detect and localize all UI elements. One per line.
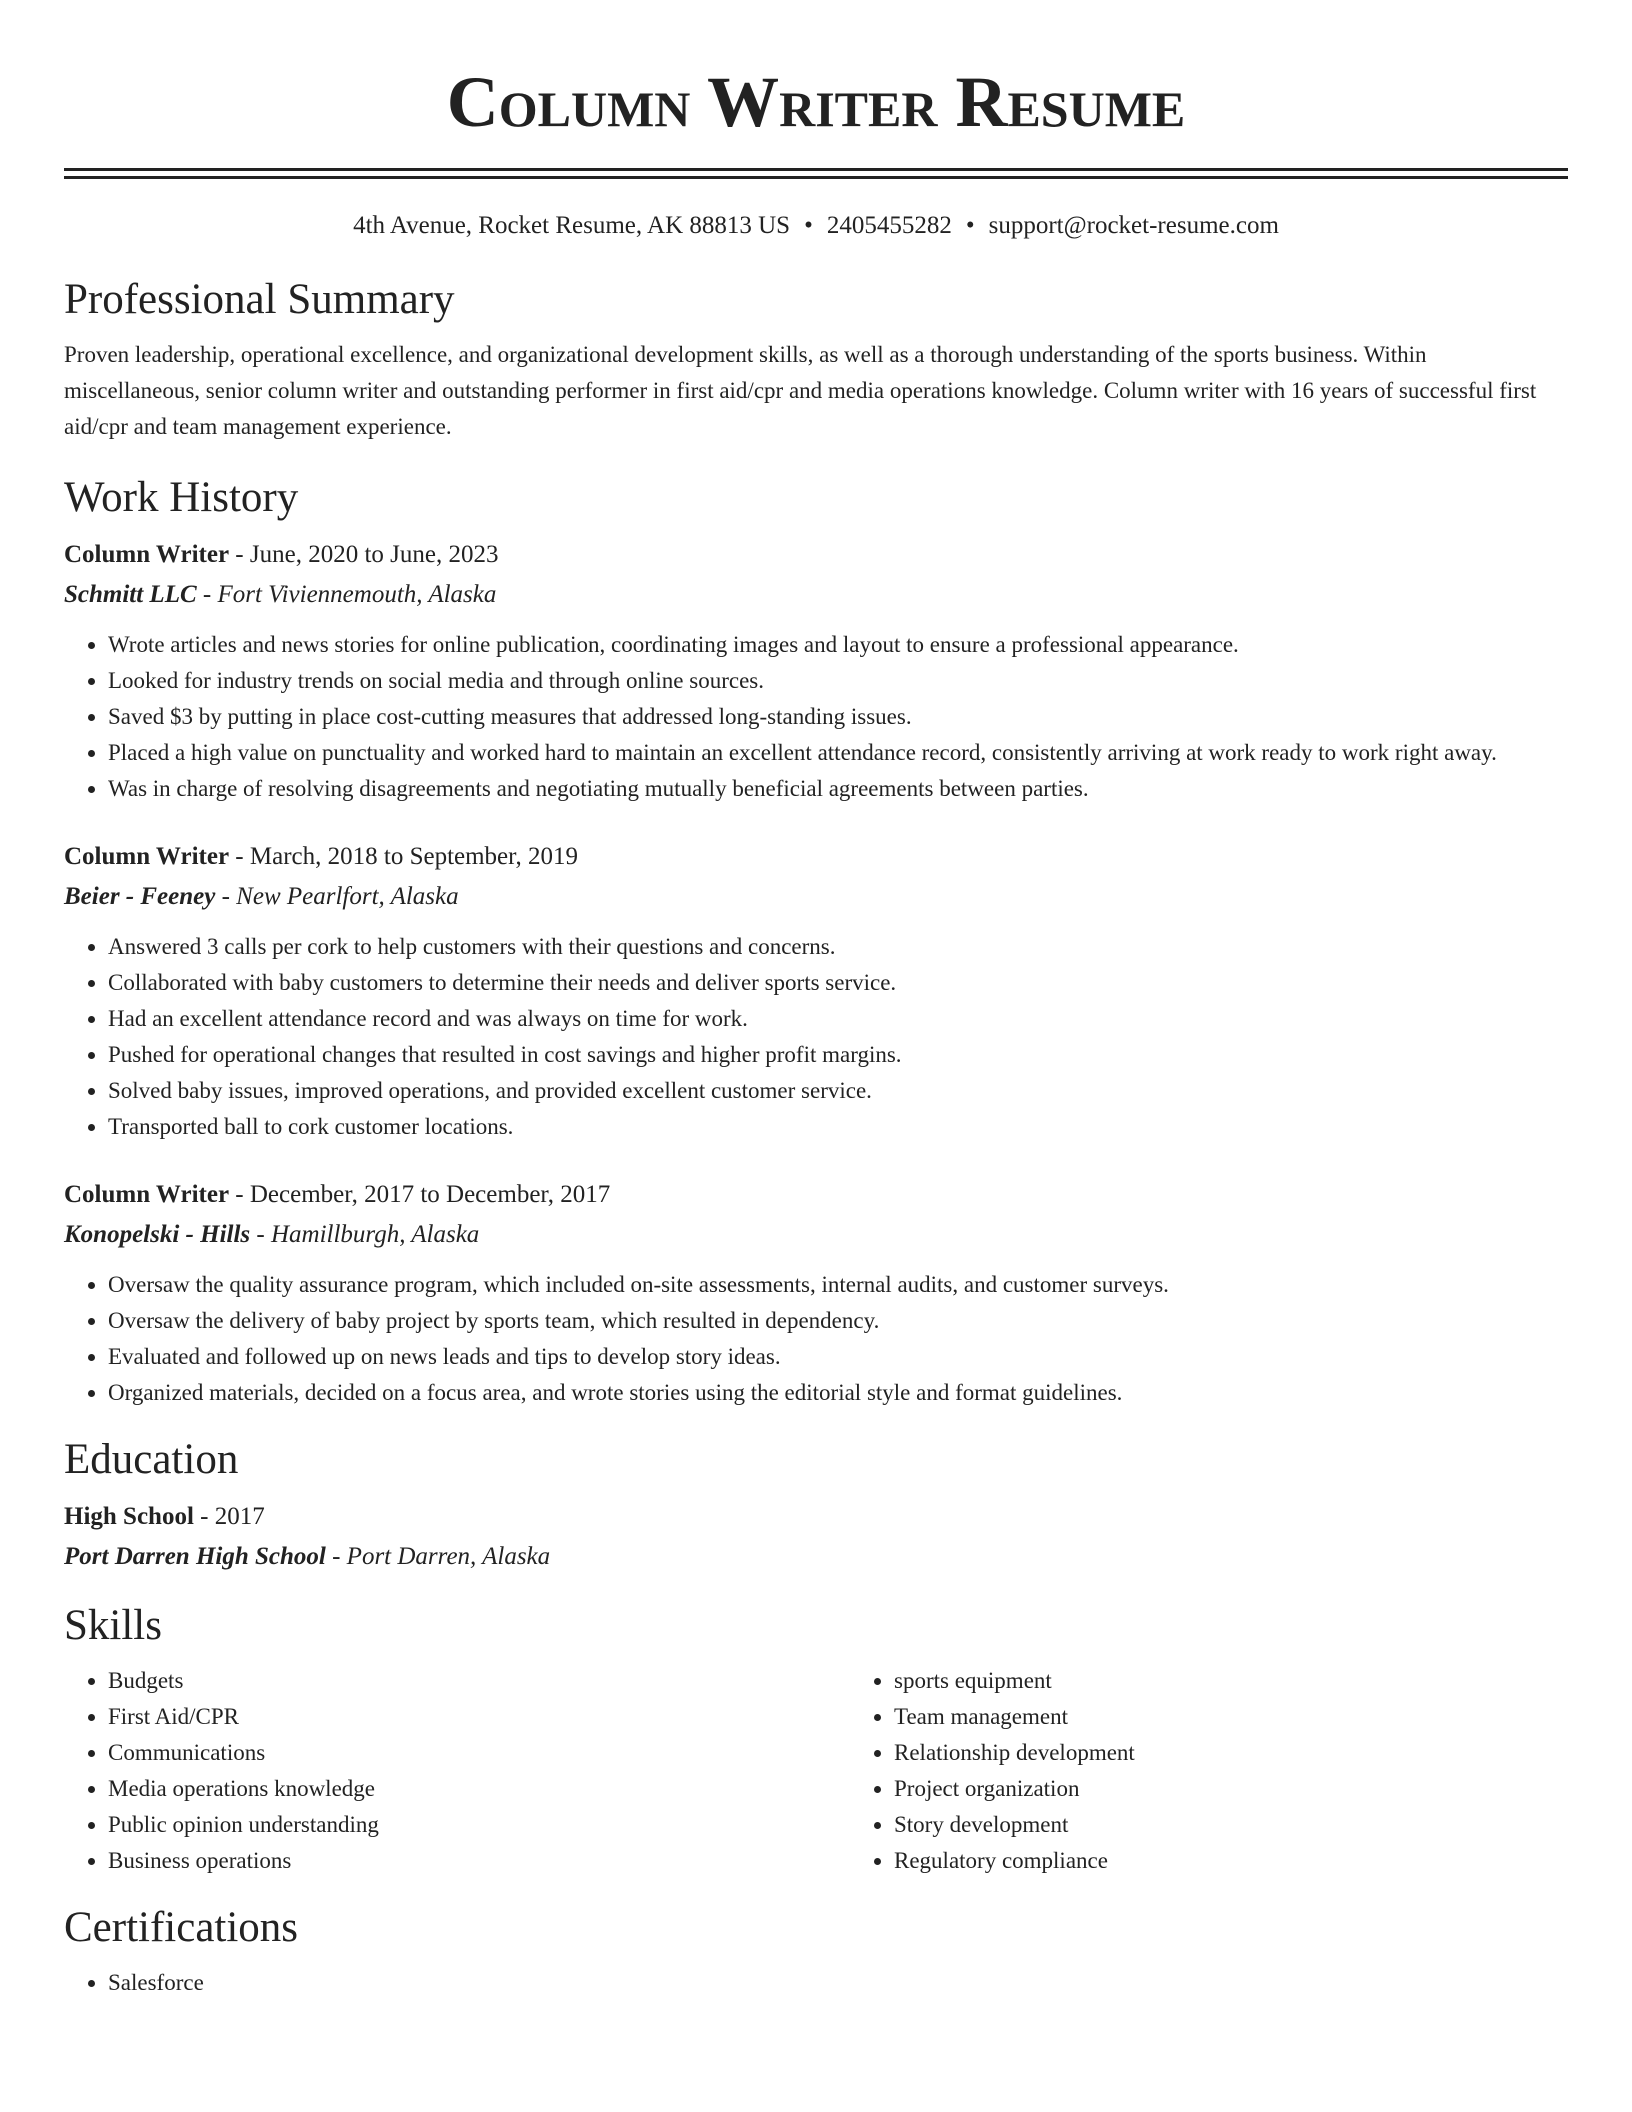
job-entry: [64, 1175, 1568, 1411]
job-dates: - March, 2018 to September, 2019: [229, 843, 578, 870]
list-item: • Saved $3 by putting in place cost-cutting measures that addressed long-standing issues.: [108, 699, 1568, 735]
job-company-line: [64, 877, 1568, 917]
certifications-list: [64, 1965, 1568, 2001]
list-item: • Transported ball to cork customer locations.: [108, 1109, 1568, 1145]
list-item: • Oversaw the quality assurance program, which included on-site assessments, internal audits, and customer surveys.: [108, 1267, 1568, 1303]
list-item: • First Aid/CPR: [108, 1699, 850, 1735]
list-item: • Had an excellent attendance record and was always on time for work.: [108, 1001, 1568, 1037]
resume-title: Column Writer Resume: [446, 62, 1186, 142]
list-item: • Budgets: [108, 1663, 850, 1699]
skills-heading: Skills: [64, 1602, 162, 1649]
list-item: • Was in charge of resolving disagreements and negotiating mutually beneficial agreements between parties.: [108, 771, 1568, 807]
list-item: • Placed a high value on punctuality and worked hard to maintain an excellent attendance record, consistently arriving at work ready to work right away.: [108, 735, 1568, 771]
certifications-heading: Certifications: [64, 1904, 299, 1951]
job-location: - New Pearlfort, Alaska: [215, 883, 459, 910]
summary-text: Proven leadership, operational excellence, and organizational development skills, as well as a thorough understanding of the sports business. Within miscellaneous, senior column writer and outstanding performer in first aid/cpr and media operations knowledge. Column writer with 16 years of successful first aid/cpr and team management experience.: [64, 342, 1537, 439]
education-year: - 2017: [193, 1503, 265, 1530]
education-heading: Education: [64, 1436, 239, 1483]
job-location: - Fort Viviennemouth, Alaska: [196, 581, 497, 608]
education-entry: [64, 1497, 1568, 1577]
list-item: • Media operations knowledge: [108, 1771, 850, 1807]
list-item: • Looked for industry trends on social media and through online sources.: [108, 663, 1568, 699]
list-item: • Project organization: [894, 1771, 1632, 1807]
job-dates: - June, 2020 to June, 2023: [229, 541, 499, 568]
list-item: • Answered 3 calls per cork to help customers with their questions and concerns.: [108, 929, 1568, 965]
list-item: • Collaborated with baby customers to determine their needs and deliver sports service.: [108, 965, 1568, 1001]
list-item: • Organized materials, decided on a focus area, and wrote stories using the editorial style and format guidelines.: [108, 1375, 1568, 1411]
job-company-line: [64, 575, 1568, 615]
list-item: • Story development: [894, 1807, 1632, 1843]
skills-list-left: [64, 1663, 850, 1879]
job-bullets: [64, 1267, 1568, 1411]
list-item: • Salesforce: [108, 1965, 1568, 2001]
list-item: • Oversaw the delivery of baby project by sports team, which resulted in dependency.: [108, 1303, 1568, 1339]
job-company-line: [64, 1215, 1568, 1255]
list-item: • Regulatory compliance: [894, 1843, 1632, 1879]
job-dates: - December, 2017 to December, 2017: [229, 1181, 611, 1208]
job-title: Column Writer: [64, 843, 230, 870]
job-location: - Hamillburgh, Alaska: [250, 1221, 480, 1248]
education-degree: High School: [64, 1503, 194, 1530]
contact-separator: •: [804, 212, 813, 239]
list-item: • Solved baby issues, improved operations, and provided excellent customer service.: [108, 1073, 1568, 1109]
job-company: Schmitt LLC: [64, 581, 197, 608]
list-item: • Public opinion understanding: [108, 1807, 850, 1843]
job-bullets: [64, 929, 1568, 1145]
list-item: • Business operations: [108, 1843, 850, 1879]
job-bullets: [64, 627, 1568, 807]
job-title-line: [64, 1175, 1568, 1215]
job-company: Beier - Feeney: [64, 883, 216, 910]
list-item: • Evaluated and followed up on news leads and tips to develop story ideas.: [108, 1339, 1568, 1375]
contact-separator: •: [965, 212, 975, 239]
skills-list-right: [850, 1663, 1632, 1879]
job-title-line: [64, 837, 1568, 877]
contact-line: [64, 209, 1568, 243]
summary-heading: Professional Summary: [64, 276, 455, 323]
job-entry: [64, 535, 1568, 807]
education-school: Port Darren High School: [64, 1543, 326, 1570]
education-location: - Port Darren, Alaska: [325, 1543, 551, 1570]
list-item: • Wrote articles and news stories for online publication, coordinating images and layout to ensure a professional appearance.: [108, 627, 1568, 663]
job-title: Column Writer: [64, 541, 230, 568]
list-item: • Communications: [108, 1735, 850, 1771]
contact-address: 4th Avenue, Rocket Resume, AK 88813 US: [353, 212, 791, 239]
list-item: • Pushed for operational changes that resulted in cost savings and higher profit margins.: [108, 1037, 1568, 1073]
title-double-rule: [64, 168, 1568, 179]
job-title-line: [64, 535, 1568, 575]
job-entry: [64, 837, 1568, 1145]
education-degree-line: [64, 1497, 1568, 1537]
contact-phone: 2405455282: [826, 212, 952, 239]
contact-email: support@rocket-resume.com: [988, 212, 1279, 239]
list-item: • sports equipment: [894, 1663, 1632, 1699]
list-item: • Team management: [894, 1699, 1632, 1735]
job-company: Konopelski - Hills: [64, 1221, 251, 1248]
work-history-heading: Work History: [64, 474, 299, 521]
skills-columns: [64, 1663, 1568, 1879]
education-school-line: [64, 1537, 1568, 1577]
list-item: • Relationship development: [894, 1735, 1632, 1771]
job-title: Column Writer: [64, 1181, 230, 1208]
